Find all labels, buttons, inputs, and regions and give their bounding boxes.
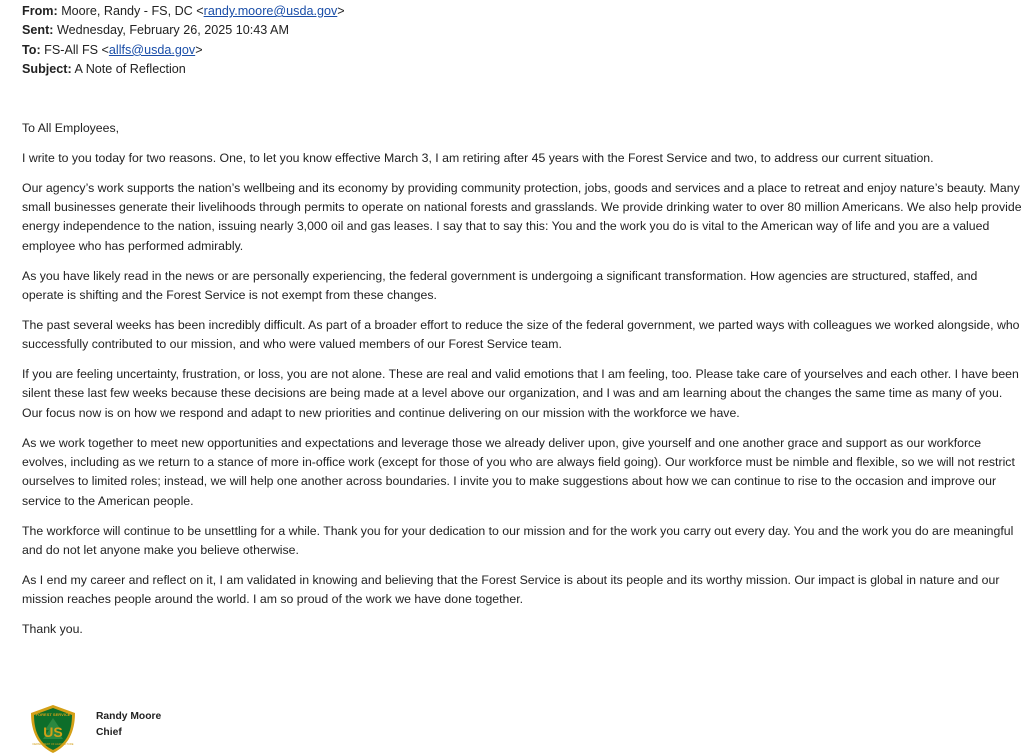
signature-title: Chief bbox=[96, 727, 122, 738]
subject-label: Subject: bbox=[22, 62, 72, 77]
from-close: > bbox=[337, 4, 345, 18]
to-name: FS-All FS < bbox=[44, 42, 109, 57]
subject-value: A Note of Reflection bbox=[74, 62, 186, 77]
body-paragraph: The workforce will continue to be unsettling for a while. Thank you for your dedication to our mission and for the work you carry out every day. You and the work you do are meaningful and do not let anyone make you believe otherwise. bbox=[22, 523, 1014, 558]
subject-row bbox=[22, 60, 345, 79]
body-paragraph: As I end my career and reflect on it, I am validated in knowing and believing that the Forest Service is about its people and its worthy mission. Our impact is global in nature and our mission reaches people around the world. I am so proud of the work we have done together. bbox=[22, 572, 1000, 607]
svg-text:US: US bbox=[43, 724, 63, 740]
to-close: > bbox=[195, 42, 203, 57]
from-row bbox=[22, 2, 345, 21]
body-paragraph: Our agency’s work supports the nation’s wellbeing and its economy by providing community protection, jobs, goods and services and a place to retreat and enjoy nature’s beauty. Many small businesses generate their livelihoods through permits to operate on national forests and grasslands. We provide drinking water to over 80 million Americans. We also help provide energy independence to the nation, issuing nearly 3,000 oil and gas leases. I say that to say this: You and the work you do is vital to the American way of life and you are a valued employee who has performed admirably. bbox=[22, 180, 1022, 253]
body-paragraph: I write to you today for two reasons. One, to let you know effective March 3, I am retiring after 45 years with the Forest Service and two, to address our current situation. bbox=[22, 150, 934, 165]
signature bbox=[28, 704, 228, 754]
sent-label: Sent: bbox=[22, 23, 54, 38]
from-email-link[interactable]: randy.moore@usda.gov bbox=[203, 4, 338, 18]
email-body bbox=[22, 119, 1022, 650]
sent-row bbox=[22, 21, 345, 40]
body-paragraph: If you are feeling uncertainty, frustration, or loss, you are not alone. These are real and valid emotions that I am feeling, too. Please take care of yourselves and each other. I have been silent these last few weeks because these decisions are being made at a level above our organization, and I was and am learning about the changes the same time as many of you. Our focus now is on how we respond and adapt to new priorities and continue delivering on our mission with the workforce we have. bbox=[22, 367, 1019, 420]
from-name: Moore, Randy - FS, DC < bbox=[61, 4, 204, 18]
signature-name: Randy Moore bbox=[96, 711, 162, 722]
forest-service-shield-icon bbox=[28, 704, 78, 754]
to-row bbox=[22, 41, 345, 60]
body-paragraph: The past several weeks has been incredibly difficult. As part of a broader effort to reduce the size of the federal government, we parted ways with colleagues we worked alongside, who successfully contributed to our mission, and who were valued members of our Forest Service team. bbox=[22, 317, 1020, 352]
greeting: To All Employees, bbox=[22, 121, 120, 135]
closing: Thank you. bbox=[22, 622, 83, 637]
sent-value: Wednesday, February 26, 2025 10:43 AM bbox=[56, 23, 289, 38]
to-email-link[interactable]: allfs@usda.gov bbox=[108, 42, 196, 57]
body-paragraph: As you have likely read in the news or are personally experiencing, the federal government is undergoing a significant transformation. How agencies are structured, staffed, and operate is shifting and the Forest Service is not exempt from these changes. bbox=[22, 268, 978, 303]
body-paragraph: As we work together to meet new opportunities and expectations and leverage those we already deliver upon, give yourself and one another grace and support as our workforce evolves, including as we return to a stance of more in-office work (except for those of you who are always field going). Our workforce must be nimble and flexible, so we will not restrict ourselves to limited roles; instead, we will help one another across boundaries. I invite you to make suggestions about how we can continue to rise to the occasion and improve our service to the American people. bbox=[22, 435, 1015, 508]
from-label: From: bbox=[22, 4, 58, 18]
to-label: To: bbox=[22, 42, 41, 57]
email-header bbox=[22, 2, 345, 80]
svg-text:DEPARTMENT OF AGRICULTURE: DEPARTMENT OF AGRICULTURE bbox=[32, 743, 74, 746]
svg-text:FOREST SERVICE: FOREST SERVICE bbox=[35, 712, 71, 717]
